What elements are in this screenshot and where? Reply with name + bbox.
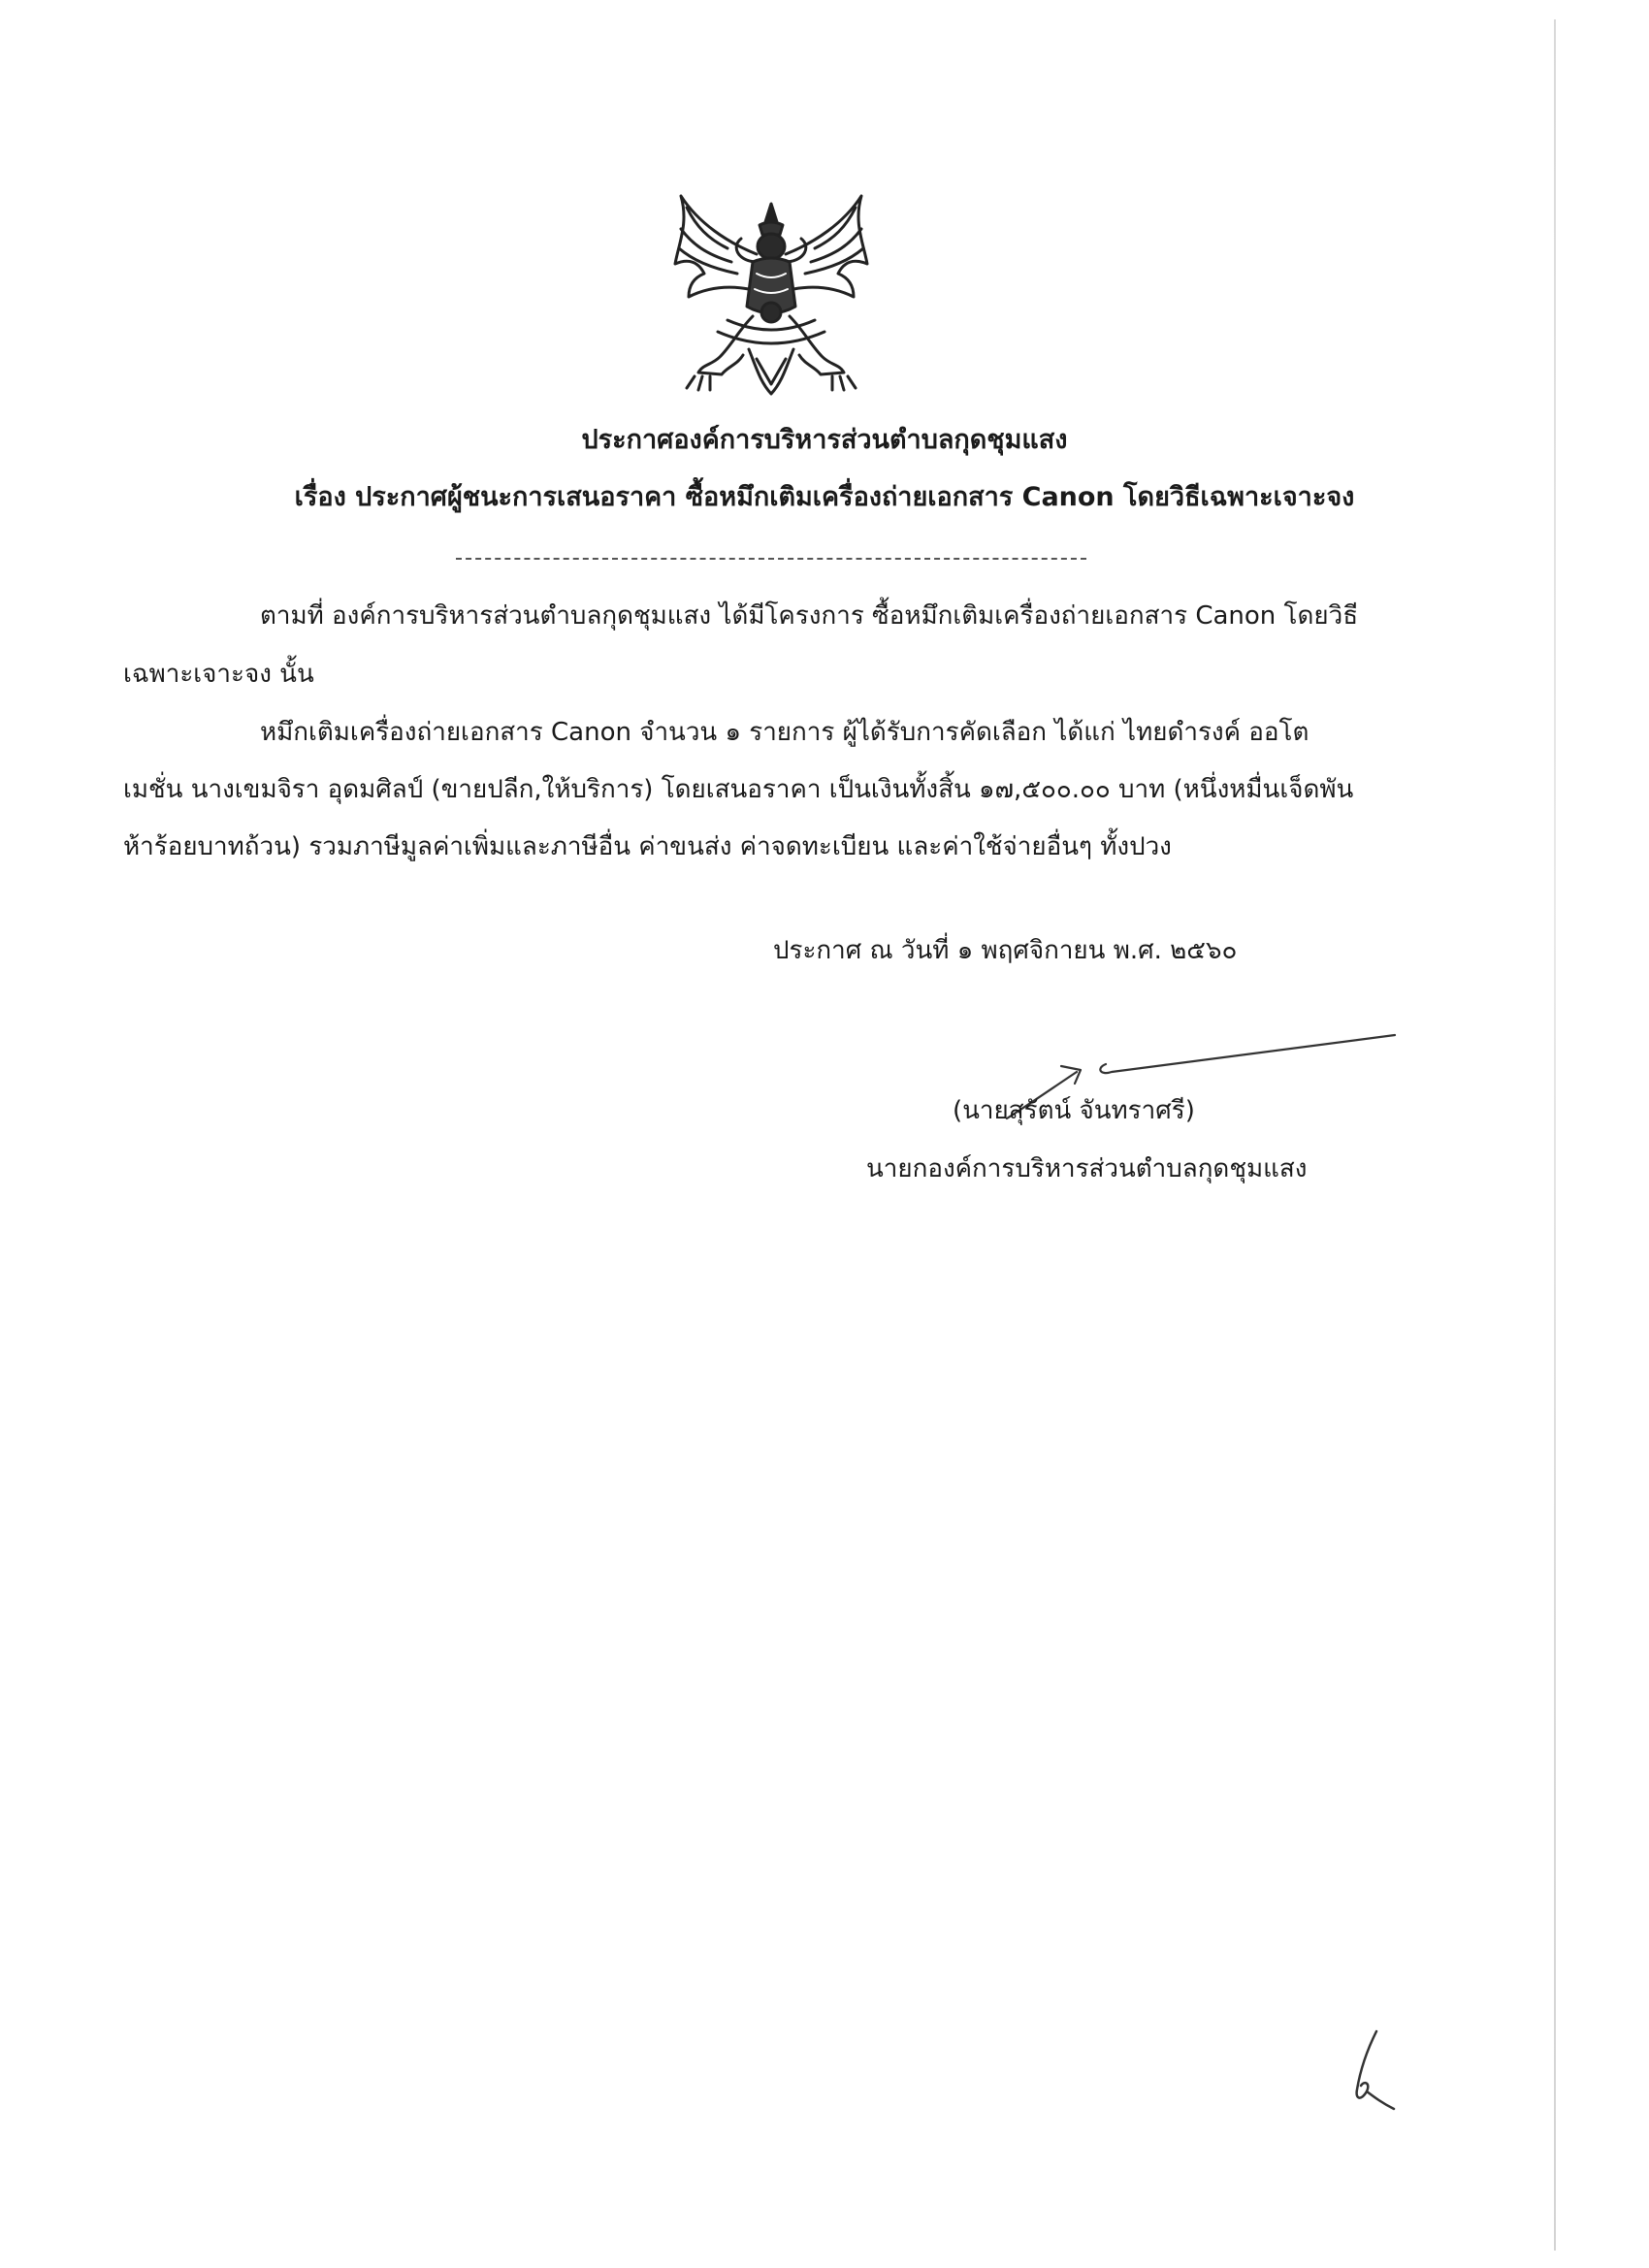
- announcement-date: ประกาศ ณ วันที่ ๑ พฤศจิกายน พ.ศ. ๒๕๖๐: [773, 936, 1238, 965]
- separator-dashed-line: [456, 558, 1086, 560]
- paragraph-2-line-1: หมึกเติมเครื่องถ่ายเอกสาร Canon จำนวน ๑ รายการ ผู้ได้รับการคัดเลือก ได้แก่ ไทยดำรงค์ ออโต: [260, 718, 1310, 747]
- paragraph-2-line-2: เมชั่น นางเขมจิรา อุดมศิลป์ (ขายปลีก,ให้บริการ) โดยเสนอราคา เป็นเงินทั้งสิ้น ๑๗,๕๐๐.๐๐ บาท (หนึ่งหมื่นเจ็ดพัน: [123, 775, 1354, 804]
- paragraph-1-line-1: ตามที่ องค์การบริหารส่วนตำบลกุดชุมแสง ได้มีโครงการ ซื้อหมึกเติมเครื่องถ่ายเอกสาร Canon โดยวิธี: [260, 601, 1359, 631]
- paragraph-1-line-2: เฉพาะเจาะจง นั้น: [123, 660, 314, 689]
- announcement-subject: เรื่อง ประกาศผู้ชนะการเสนอราคา ซื้อหมึกเติมเครื่องถ่ายเอกสาร Canon โดยวิธีเฉพาะเจาะจง: [294, 482, 1355, 512]
- signatory-name: (นายสุรัตน์ จันทราศรี): [953, 1096, 1195, 1125]
- handwritten-initial: [1343, 2027, 1402, 2115]
- garuda-emblem-icon: [660, 184, 883, 407]
- scan-edge-line: [1554, 19, 1556, 2251]
- announcement-authority-title: ประกาศองค์การบริหารส่วนตำบลกุดชุมแสง: [581, 425, 1068, 455]
- paragraph-2-line-3: ห้าร้อยบาทถ้วน) รวมภาษีมูลค่าเพิ่มและภาษีอื่น ค่าขนส่ง ค่าจดทะเบียน และค่าใช้จ่ายอื่นๆ ทั้งปวง: [123, 832, 1172, 861]
- signatory-position: นายกองค์การบริหารส่วนตำบลกุดชุมแสง: [866, 1154, 1308, 1183]
